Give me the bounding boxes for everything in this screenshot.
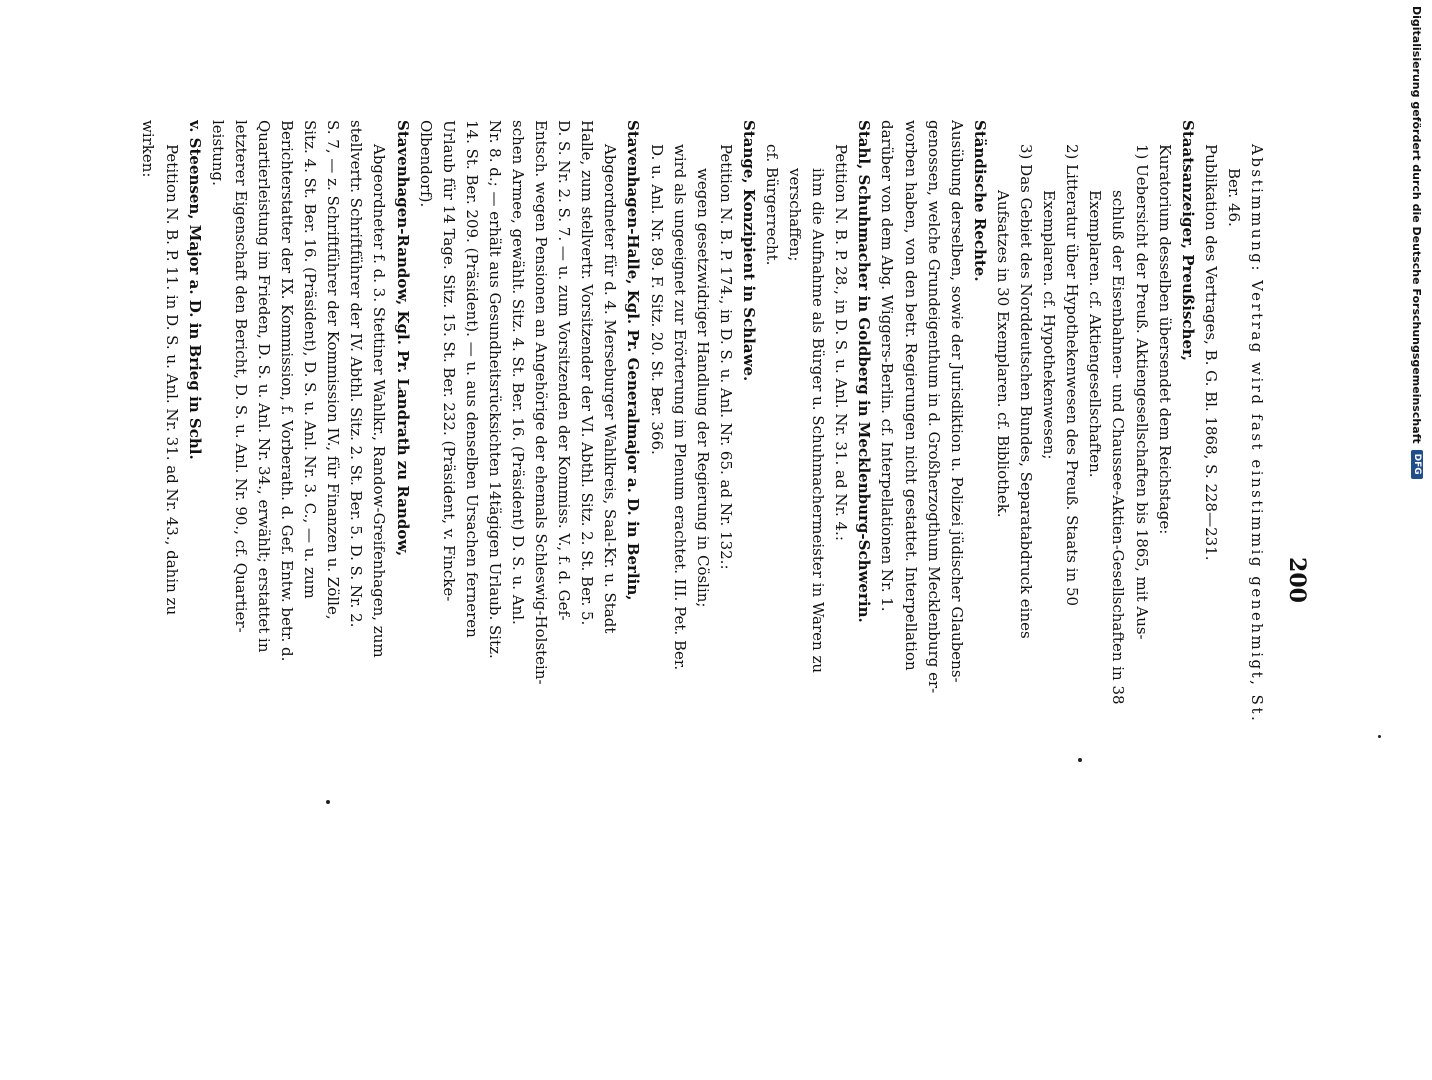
text-line: D. S. Nr. 2. S. 7. — u. zum Vorsitzenden der Kommiss. V., f. d. Gef- (555, 120, 574, 621)
text-line: Urlaub für 14 Tage. Sitz. 15. St. Ber. 232. (Präsident, v. Fincke- (439, 120, 458, 602)
text-line: Staatsanzeiger, Preußischer, (1178, 120, 1197, 362)
text-line: Nr. 8. d.; — erhält aus Gesundheitsrücksichten 14tägigen Urlaub. Sitz. (485, 120, 504, 659)
text-line: Stavenhagen-Halle, Kgl. Pr. Generalmajor a. D. in Berlin, (624, 120, 643, 601)
text-line: 1) Uebersicht der Preuß. Aktiengesellschaften bis 1865, mit Aus- (1132, 144, 1151, 640)
text-line: Petition N. B. P. 174., in D. S. u. Anl. Nr. 65. ad Nr. 132.: (716, 144, 735, 570)
text-line: cf. Bürgerrecht. (763, 144, 782, 266)
text-line: Ständische Rechte. (970, 120, 989, 282)
text-line: ihm die Aufnahme als Bürger u. Schuhmachermeister in Waren zu (809, 168, 828, 674)
text-line: D. u. Anl. Nr. 89. F. Sitz. 20. St. Ber. 366. (647, 144, 666, 455)
text-line: Exemplaren. cf. Hypothekenwesen; (1040, 190, 1059, 460)
text-line: Kuratorium desselben übersendet dem Reichstage: (1155, 144, 1174, 535)
text-line: leistung. (208, 120, 227, 186)
text-line: wirken: (139, 120, 158, 178)
text-line: Berichterstatter der IX. Kommission, f. Vorberath. d. Gef. Entw. betr. d. (278, 120, 297, 662)
dfg-logo-icon: DFG (1411, 450, 1423, 479)
text-line: Entsch. wegen Pensionen an Angehörige der ehemals Schleswig-Holstein- (532, 120, 551, 685)
digitization-credit (1406, 6, 1428, 475)
text-block (136, 120, 1268, 1060)
text-line: Stange, Konzipient in Schlawe. (739, 120, 758, 382)
text-line: Abstimmung: Vertrag wird fast einstimmig genehmigt, St. (1248, 144, 1266, 724)
text-line: 3) Das Gebiet des Norddeutschen Bundes, Separatabdruck eines (1017, 144, 1036, 639)
text-line: Abgeordneter f. d. 3. Stettiner Wahlkr., Randow-Greifenhagen, zum (370, 144, 389, 658)
text-line: Publikation des Vertrages, B. G. Bl. 1868, S. 228—231. (1201, 144, 1220, 561)
text-line: wegen gesetzwidriger Handlung der Regierung in Cöslin; (693, 168, 712, 608)
text-line: Aufsatzes in 30 Exemplaren. cf. Bibliothek. (993, 190, 1012, 518)
text-line: Petition N. B. P. 11. in D. S. u. Anl. Nr. 31. ad Nr. 43., dahin zu (162, 144, 181, 616)
text-line: S. 7, — z. Schriftführer der Kommission IV., für Finanzen u. Zölle, (324, 120, 343, 620)
text-line: darüber von dem Abg. Wiggers-Berlin. cf. Interpellationen Nr. 1. (878, 120, 897, 612)
text-line: Petition N. B. P. 28., in D. S. u. Anl. Nr. 31. ad Nr. 4.: (832, 144, 851, 541)
scan-speck (1078, 758, 1082, 762)
text-line: Abgeordneter für d. 4. Merseburger Wahlkreis, Saal-Kr. u. Stadt (601, 144, 620, 634)
text-line: 2) Litteratur über Hypothekenwesen des Preuß. Staats in 50 (1063, 144, 1082, 607)
text-line: worben haben, von den betr. Regierungen nicht gestattet. Interpellation (901, 120, 920, 671)
text-line: stellvertr. Schriftführer der IV. Abthl. Sitz. 2. St. Ber. 5. D. S. Nr. 2. (347, 120, 366, 628)
rotated-document-page (130, 80, 1310, 1080)
page-number: 200 (1284, 557, 1310, 603)
text-line: Stavenhagen-Randow, Kgl. Pr. Landrath zu Randow, (393, 120, 412, 557)
text-line: wird als ungeeignet zur Erörterung im Plenum erachtet. III. Pet. Ber. (670, 144, 689, 671)
text-line: Ausübung derselben, sowie der Jurisdiktion u. Polizei jüdischer Glaubens- (947, 120, 966, 683)
text-line: Halle, zum stellvertr. Vorsitzender der VI. Abthl. Sitz. 2. St. Ber. 5. (578, 120, 597, 626)
scan-speck (1378, 735, 1381, 738)
text-line: schen Armee, gewählt. Sitz. 4. St. Ber. 16. (Präsident) D. S. u. Anl. (509, 120, 527, 625)
text-line: genossen, welche Grundeigenthum in d. Großherzogthum Mecklenburg er- (924, 120, 943, 694)
scan-speck (326, 800, 330, 804)
text-line: letzterer Eigenschaft den Bericht, D. S. u. Anl. Nr. 90., cf. Quartier- (231, 120, 250, 633)
text-line: Ber. 46. (1224, 168, 1243, 227)
text-line: Sitz. 4. St. Ber. 16. (Präsident), D. S. u. Anl. Nr. 3. C., — u. zum (301, 120, 320, 599)
text-line: Olbendorf). (416, 120, 435, 208)
text-line: verschaffen; (786, 168, 805, 262)
text-line: schluß der Eisenbahnen- und Chaussee-Aktien-Gesellschaften in 38 (1109, 190, 1128, 705)
text-line: Stahl, Schuhmacher in Goldberg in Mecklenburg-Schwerin. (855, 120, 874, 623)
text-line: Exemplaren. cf. Aktiengesellschaften. (1086, 190, 1105, 478)
text-line: Quartierleistung im Frieden, D. S. u. Anl. Nr. 34., erwählt; erstattet in (254, 120, 273, 653)
text-line: 14. St. Ber. 209. (Präsident). — u. aus denselben Ursachen ferneren (462, 120, 481, 638)
credit-text: Digitalisierung gefördert durch die Deutsche Forschungsgemeinschaft (1410, 6, 1424, 444)
text-line: v. Steensen, Major a. D. in Brieg in Schl. (185, 120, 204, 460)
